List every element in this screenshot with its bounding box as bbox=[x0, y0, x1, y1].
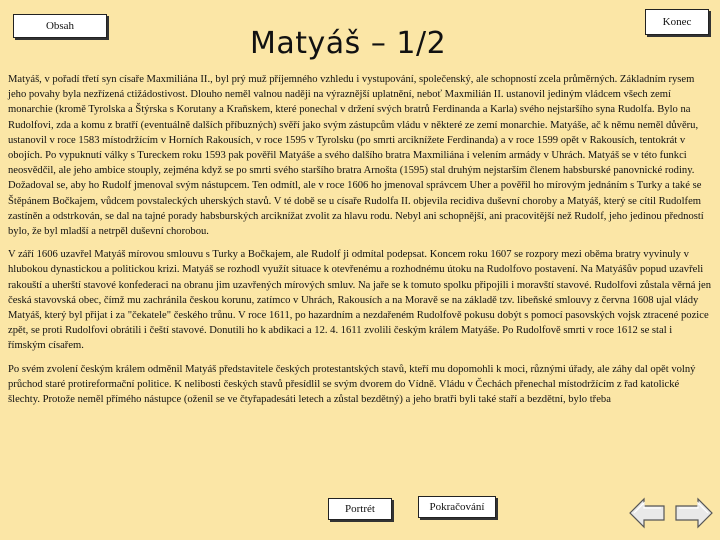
end-button[interactable]: Konec bbox=[645, 9, 709, 35]
arrow-right-icon[interactable] bbox=[672, 496, 714, 530]
paragraph-1: Matyáš, v pořadí třetí syn císaře Maxmiliána II., byl prý muž příjemného vzhledu i vystupování, společenský, ale schopností zcela průměrných. Základním rysem jeho povahy byla nezřízená ctižádostivost. Dlouho neměl valnou naději na výraznější uplatnění, neboť Maxmilián II. ustanovil jediným vládcem všech zemí monarchie (kromě Tyrolska a Štýrska s Korutany a Kraňskem, které ponechal v držení svých bratrů Ferdinanda a Karla) svého nejstaršího syna Rudolfa. Bylo na Rudolfovi, zda a komu z bratří (eventuálně dalších příbuzných) svěří jako svým zástupcům vládu v některé ze zemí monarchie. Matyáše, ač k němu neměl důvěru, ustanovil v roce 1583 místodržícím v Horních Rakousích, v roce 1595 v Tyrolsku (po smrti arciknížete Ferdinanda) a v roce 1599 opět v Rakousích, tentokrát v obojích. Po vypuknutí války s Tureckem roku 1593 pak pověřil Matyáše a svého dalšího bratra Maxmiliána i velením armády v Uhrách. Matyáš se v této funkci neosvědčil, ale jeho ambice stouply, zejména když se po smrti svého staršího bratra Arnošta (1595) stal druhým nejstarším členem habsburské panovnické rodiny. Dožadoval se, aby ho Rudolf jmenoval svým nástupcem. Ten odmítl, ale v roce 1606 ho jmenoval správcem Uher a pověřil ho mírovým jednáním s Turky a také se Štěpánem Bočkajem, vůdcem povstaleckých uherských stavů. V té době se u císaře Rudolfa II. objevila recidiva duševní choroby a Matyáš, který se cítil Rudolfem zastíněn a odstrkován, se dal na tajné porady habsburských arciknížat zvolit za hlavu rodu. Nebyl ani schopnější, ani pracovitější než Rudolf, jeho jedinou předností bylo, že byl mladší a netrpěl duševní chorobou. bbox=[8, 74, 704, 238]
paragraph-2: V září 1606 uzavřel Matyáš mírovou smlouvu s Turky a Bočkajem, ale Rudolf ji odmítal podepsat. Koncem roku 1607 se rozpory mezi oběma bratry vyvinuly v hlubokou dynastickou a politickou krizi. Matyáš se rozhodl využít situace k otevřenému a rozhodnému útoku na Rudolfovo postavení. Na Matyášův popud uzavřeli rakouští a uherští stavové konfederaci na obranu jim uzavřených mírových smluv. Na jaře se k tomuto spolku připojili i moravští stavové. Rudolfovi zůstala věrná jen česká stavovská obec, čímž mu zachránila českou korunu, zatímco v Uhrách, Rakousích a na Moravě se na základě tzv. libeňské smlouvy z června 1608 ujal vlády Matyáš, který byl přijat i za "čekatele" českého trůnu. V roce 1611, po hazardním a nezdařeném Rudolfově pokusu dobýt s pomocí pasovských vojsk ztracené pozice zpět, se proti Rudolfovi obrátili i čeští stavové. Donutili ho k abdikaci a 12. 4. 1611 zvolili českým králem Matyáše. Po Rudolfově smrti v roce 1612 se stal i římským císařem. bbox=[8, 249, 712, 352]
page-title: Matyáš – 1/2 bbox=[250, 26, 447, 61]
body-text bbox=[8, 72, 712, 415]
arrow-left-icon[interactable] bbox=[628, 496, 668, 530]
contents-button[interactable]: Obsah bbox=[13, 14, 107, 38]
portrait-button[interactable]: Portrét bbox=[328, 498, 392, 520]
paragraph-3: Po svém zvolení českým králem odměnil Matyáš představitele českých protestantských stavů, kteří mu dopomohli k moci, různými úřady, ale záhy dal opět volný průchod staré protireformační politice. K nelibosti českých stavů přesídlil se svým dvorem do Vídně. Vládu v Čechách přenechal místodržícím z řad katolické šlechty. Protože neměl přímého nástupce (oženil se ve čtyřapadesáti letech a zůstal bezdětný) a jeho bratři byli také staří a bezdětní, bylo třeba bbox=[8, 363, 696, 406]
continue-button[interactable]: Pokračování bbox=[418, 496, 496, 518]
